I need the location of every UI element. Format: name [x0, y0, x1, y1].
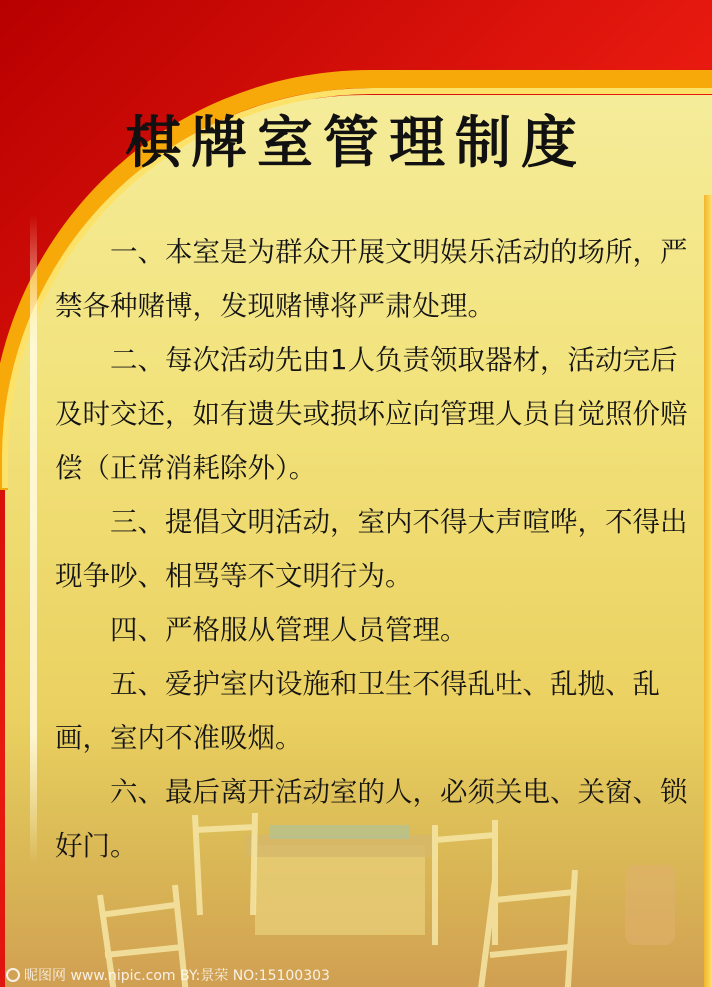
- rule-2: 二、每次活动先由1人负责领取器材，活动完后及时交还，如有遗失或损坏应向管理人员自觉照价赔偿（正常消耗除外）。: [55, 344, 688, 484]
- rules-list: [55, 225, 691, 873]
- rule-5: 五、爱护室内设施和卫生不得乱吐、乱抛、乱画，室内不准吸烟。: [55, 668, 660, 754]
- poster-title: 棋牌室管理制度: [125, 111, 587, 176]
- watermark: [6, 965, 330, 985]
- rule-6: 六、最后离开活动室的人，必须关电、关窗、锁好门。: [55, 776, 688, 862]
- right-gold-band: [704, 195, 712, 987]
- watermark-text: 昵图网 www.nipic.com BY:景荣 NO:15100303: [24, 968, 330, 984]
- rule-3: 三、提倡文明活动，室内不得大声喧哗，不得出现争吵、相骂等不文明行为。: [55, 506, 688, 592]
- watermark-logo-icon: [6, 968, 20, 982]
- rule-4: 四、严格服从管理人员管理。: [110, 614, 468, 646]
- rule-1: 一、本室是为群众开展文明娱乐活动的场所，严禁各种赌博，发现赌博将严肃处理。: [55, 236, 688, 322]
- left-light-bar: [30, 215, 37, 865]
